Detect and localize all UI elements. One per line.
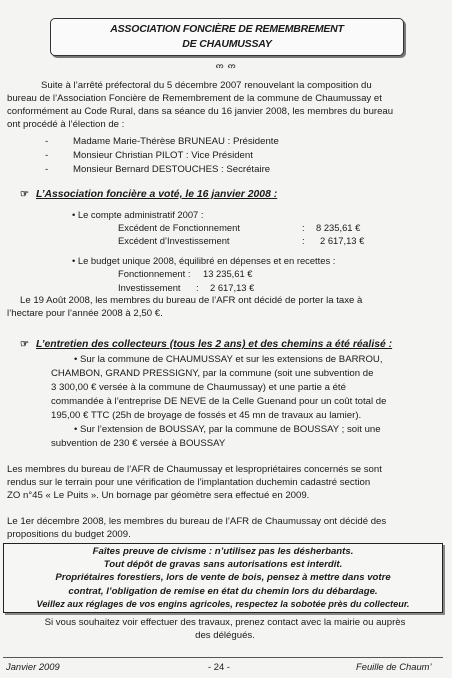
budget-label: • Le budget unique 2008, équilibré en dépenses et en recettes : [72, 255, 336, 266]
member-item: - Monsieur Christian PILOT : Vice Président [45, 150, 253, 161]
budget2009-line-1: Le 1er décembre 2008, les membres du bureau de l’AFR de Chaumussay ont décidé des [7, 516, 387, 527]
warning-line-5: Veillez aux réglages de vos engins agricoles, respectez la sobotée près du collecteur. [36, 598, 410, 609]
pointing-hand-icon: ☞ [20, 339, 29, 350]
maintenance-line-1: • Sur la commune de CHAUMUSSAY et sur les extensions de BARROU, [74, 354, 383, 365]
invest-value: 2 617,13 € [320, 235, 365, 246]
tax-line-1: Le 19 Août 2008, les membres du bureau de l’AFR ont décidé de porter la taxe à [20, 295, 363, 306]
contact-line-1: Si vous souhaitez voir effectuer des travaux, prenez contact avec la mairie ou auprès [44, 617, 406, 628]
intro-line-3: conformément au Code Rural, dans sa séance du 16 janvier 2008, les membres du bureau [7, 106, 394, 117]
maintenance-line-4: commandée à l’entreprise DE NEVE de la Celle Guenand pour un coût total de [51, 396, 387, 407]
fonct-value: 8 235,61 € [316, 222, 361, 233]
warning-line-4: contrat, l’obligation de remise en état du chemin lors du débardage. [68, 585, 378, 597]
maintenance-line-7: subvention de 230 € versée à BOUSSAY [51, 438, 226, 449]
contact-line-2: des délégués. [195, 630, 255, 641]
verification-line-2: rendus sur le terrain pour une vérification de l’implantation duchemin cadastré section [7, 477, 371, 488]
ornament-icon: ဢ ဢ [215, 61, 237, 70]
verification-line-1: Les membres du bureau de l’AFR de Chaumussay et lespropriétaires concernés se sont [7, 464, 382, 475]
maintenance-line-3: 3 300,00 € versée à la commune de Chaumussay) et une partie a été [51, 382, 346, 393]
intro-line-4: ont procédé à l’élection de : [7, 119, 125, 130]
member-item: - Monsieur Bernard DESTOUCHES : Secrétaire [45, 164, 271, 175]
verification-line-3: ZO n°45 « Le Puits ». Un bornage par géomètre sera effectué en 2009. [7, 490, 310, 501]
colon: : [196, 282, 199, 293]
fonct-label: Excédent de Fonctionnement [118, 222, 240, 233]
maintenance-line-6: • Sur l’extension de BOUSSAY, par la commune de BOUSSAY ; soit une [74, 424, 381, 435]
title-box [50, 18, 404, 56]
maintenance-line-2: CHAMBON, GRAND PRESSIGNY, par la commune (soit une subvention de [51, 368, 374, 379]
invest-label: Excédent d’Investissement [118, 235, 230, 246]
tax-line-2: l’hectare pour l’année 2008 à 2,50 €. [7, 308, 163, 319]
budget-invest-value: 2 617,13 € [210, 282, 255, 293]
title-line-1: ASSOCIATION FONCIÈRE DE REMEMBREMENT [110, 23, 344, 35]
maintenance-heading: ☞ L’entretien des collecteurs (tous les 2 ans) et des chemins a été réalisé : [20, 339, 393, 350]
colon: : [302, 222, 305, 233]
footer-date: Janvier 2009 [6, 661, 60, 672]
pointing-hand-icon: ☞ [20, 189, 29, 200]
page-number: - 24 - [208, 661, 230, 672]
member-item: - Madame Marie-Thérèse BRUNEAU : Présidente [45, 136, 279, 147]
warning-line-3: Propriétaires forestiers, lors de vente de bois, pensez à mettre dans votre [55, 572, 391, 584]
maintenance-line-5: 195,00 € TTC (25h de broyage de fossés et 45 mn de travaux au lamier). [51, 410, 362, 421]
warning-line-1: Faîtes preuve de civisme : n’utilisez pas les désherbants. [92, 546, 354, 557]
title-line-2: DE CHAUMUSSAY [182, 38, 272, 50]
intro-line-2: bureau de l’Association Foncière de Remembrement de la commune de Chaumussay et [7, 93, 382, 104]
account-label: • Le compte administratif 2007 : [72, 209, 204, 220]
budget-fonct-value: 13 235,61 € [203, 268, 253, 279]
budget2009-line-2: propositions du budget 2009. [7, 529, 131, 540]
footer-divider [3, 657, 443, 658]
warning-box [3, 543, 443, 613]
footer-publication: Feuille de Chaum’ [356, 661, 432, 672]
warning-line-2: Tout dépôt de gravas sans autorisations est interdit. [103, 559, 343, 571]
vote-heading: ☞ L’Association foncière a voté, le 16 janvier 2008 : [20, 189, 278, 200]
budget-invest-label: Investissement [118, 282, 181, 293]
colon: : [302, 235, 305, 246]
intro-line-1: Suite à l’arrêté préfectoral du 5 décembre 2007 renouvelant la composition du [41, 80, 372, 91]
budget-fonct-label: Fonctionnement : [118, 268, 191, 279]
